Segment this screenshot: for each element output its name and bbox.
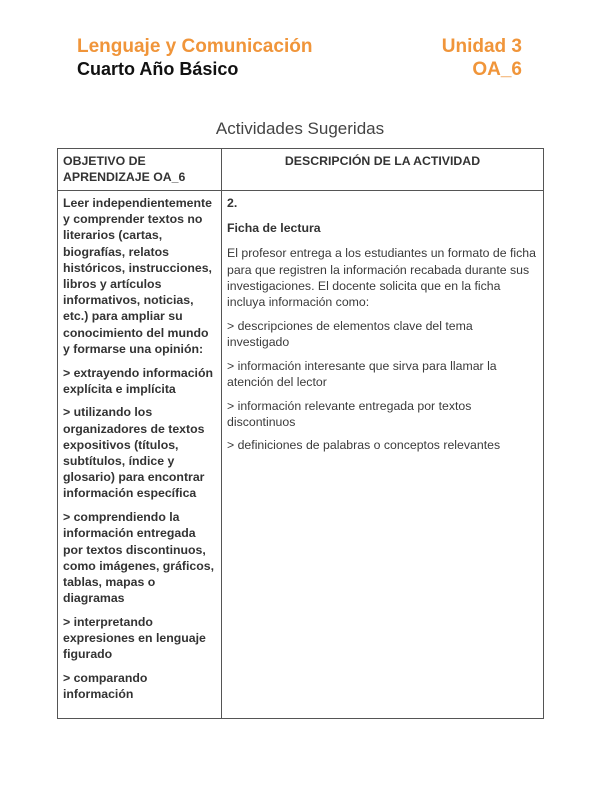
header-row-top [77,36,522,58]
subject-title: Lenguaje y Comunicación [77,36,313,57]
activity-description: El profesor entrega a los estudiantes un formato de ficha para que registren la información recabada durante sus investigaciones. El docente solicita que en la ficha incluya información como: [227,246,536,310]
description-cell [222,191,544,719]
header-row-bottom [77,58,522,81]
objective-item: > comparando información [63,670,148,702]
activity-item: > información interesante que sirva para llamar la atención del lector [227,358,497,389]
activity-item: > descripciones de elementos clave del tema investigado [227,318,473,349]
activity-item: > definiciones de palabras o conceptos relevantes [227,438,501,453]
table-row [58,191,544,719]
objective-cell [58,191,222,719]
activities-table [57,148,544,719]
objective-column-header: OBJETIVO DE APRENDIZAJE OA_6 [58,149,222,191]
activity-number: 2. [227,196,238,210]
description-column-header: DESCRIPCIÓN DE LA ACTIVIDAD [222,149,544,191]
document-header [77,36,522,81]
page-title: Actividades Sugeridas [215,119,385,138]
grade-label: Cuarto Año Básico [77,59,239,79]
table-header-row [58,149,544,191]
objective-code: OA_6 [472,59,522,80]
activity-title: Ficha de lectura [227,221,321,236]
unit-label: Unidad 3 [441,36,522,57]
objective-item: > interpretando expresiones en lenguaje figurado [63,614,206,662]
objective-intro: Leer independientemente y comprender textos no literarios (cartas, biografías, relatos históricos, instrucciones, libros y artículos informativos, noticias, etc.) para ampliar su conocimiento del mundo y formarse una opinión: [63,196,212,356]
activity-item: > información relevante entregada por textos discontinuos [227,398,472,429]
objective-item: > comprendiendo la información entregada por textos discontinuos, como imágenes, gráficos, tablas, mapas o diagramas [63,510,215,606]
objective-item: > extrayendo información explícita e implícita [63,365,213,396]
objective-item: > utilizando los organizadores de textos expositivos (títulos, subtítulos, índice y glosario) para encontrar información específica [63,405,205,501]
